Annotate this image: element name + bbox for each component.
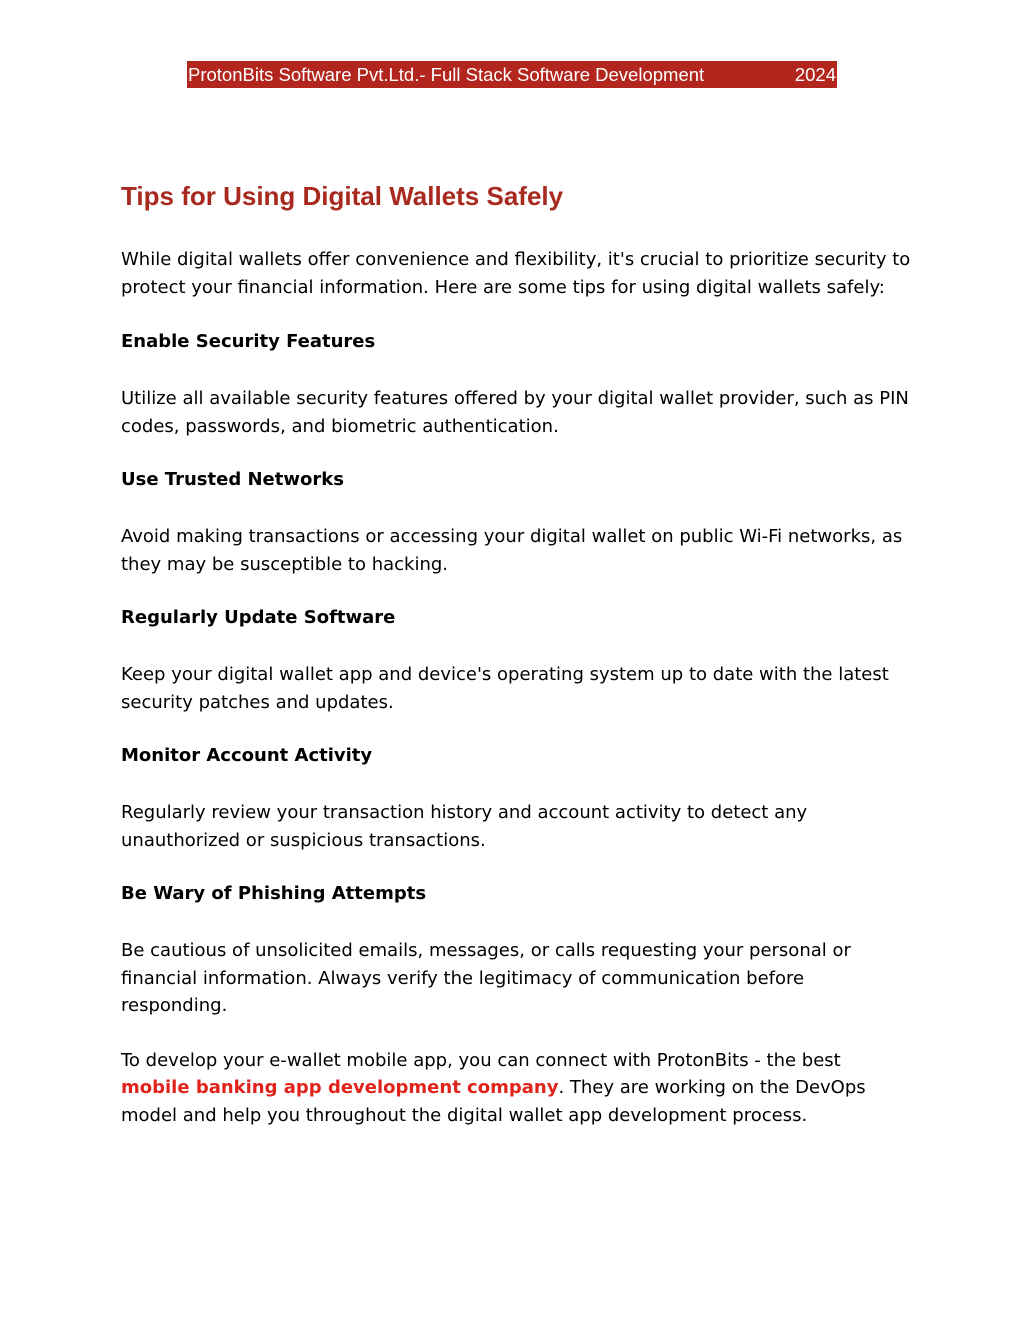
closing-text-before-link: To develop your e-wallet mobile app, you can connect with ProtonBits - the best [121, 1049, 841, 1071]
tip-text-trusted-networks: Avoid making transactions or accessing your digital wallet on public Wi-Fi networks, as they may be susceptible to hacking. [121, 526, 903, 575]
page-title: Tips for Using Digital Wallets Safely [121, 181, 564, 211]
tip-heading-trusted-networks: Use Trusted Networks [121, 469, 344, 490]
tip-text-security-features: Utilize all available security features offered by your digital wallet provider, such as PIN codes, passwords, and biometric authentication. [121, 388, 909, 437]
tip-heading-phishing: Be Wary of Phishing Attempts [121, 883, 427, 904]
tip-heading-update-software: Regularly Update Software [121, 607, 396, 628]
company-name: ProtonBits Software Pvt.Ltd.- Full Stack Software Development [188, 64, 705, 85]
tip-heading-security-features: Enable Security Features [121, 331, 376, 352]
closing-text-after-link: . They are working on the DevOps model and help you throughout the digital wallet app development process. [121, 1077, 866, 1126]
header-banner [187, 61, 837, 88]
tip-text-phishing: Be cautious of unsolicited emails, messages, or calls requesting your personal or financial information. Always verify the legitimacy of communication before responding. [121, 940, 851, 1016]
closing-paragraph [121, 1047, 911, 1130]
intro-paragraph: While digital wallets offer convenience and flexibility, it's crucial to prioritize security to protect your financial information. Here are some tips for using digital wallets safely: [121, 249, 911, 298]
tip-text-monitor-activity: Regularly review your transaction history and account activity to detect any unauthorized or suspicious transactions. [121, 802, 808, 851]
tip-text-update-software: Keep your digital wallet app and device's operating system up to date with the latest security patches and updates. [121, 664, 889, 713]
tip-heading-monitor-activity: Monitor Account Activity [121, 745, 373, 766]
document-content [121, 178, 911, 1129]
header-year: 2024 [794, 64, 836, 85]
company-link[interactable]: mobile banking app development company [121, 1077, 559, 1098]
